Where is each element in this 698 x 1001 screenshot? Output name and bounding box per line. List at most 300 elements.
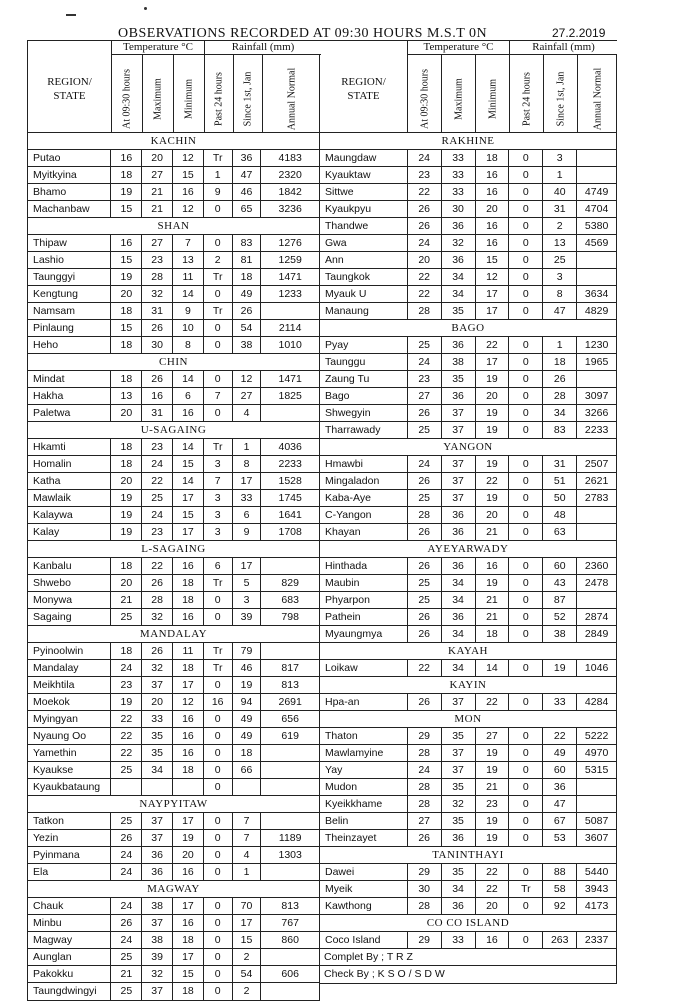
data-cell: 9 [204, 184, 233, 200]
data-cell: 19 [111, 507, 142, 523]
station-name: Minbu [28, 915, 111, 931]
data-cell: 7 [233, 830, 262, 846]
data-cell: 22 [408, 660, 442, 676]
section-header: RAKHINE [320, 133, 616, 150]
table-row [320, 864, 616, 881]
table-row [28, 966, 319, 983]
data-cell: 60 [543, 558, 577, 574]
data-cell: 30 [408, 881, 442, 897]
data-cell: 36 [442, 337, 476, 353]
data-cell: 20 [476, 507, 510, 523]
data-cell: 26 [408, 405, 442, 421]
table-row [28, 592, 319, 609]
data-cell: 14 [173, 286, 204, 302]
data-cell: 22 [111, 711, 142, 727]
data-cell [261, 983, 319, 1000]
data-cell: 18 [173, 762, 204, 778]
data-cell: 3 [204, 490, 233, 506]
data-cell: 6 [204, 558, 233, 574]
data-cell: 38 [142, 932, 173, 948]
data-cell: 1276 [278, 237, 302, 249]
data-cell: 15 [173, 966, 204, 982]
data-cell: 17 [173, 677, 204, 693]
data-cell: 0 [509, 592, 543, 608]
data-cell: 2233 [584, 424, 609, 436]
section-header: AYEYARWADY [320, 541, 616, 558]
data-cell: 19 [476, 456, 510, 472]
data-cell: 18 [111, 439, 142, 455]
footer-note: Complet By ; T R Z [320, 949, 616, 966]
table-row [28, 524, 319, 541]
data-cell: 0 [204, 337, 233, 353]
data-cell: 7 [204, 388, 233, 404]
data-cell: 2 [543, 218, 577, 234]
data-cell: 16 [173, 609, 204, 625]
station-name: Thaton [320, 728, 408, 744]
section-header: SHAN [28, 218, 319, 235]
data-cell: 33 [442, 167, 476, 183]
data-cell: 29 [408, 932, 442, 948]
data-cell [577, 269, 616, 285]
station-name: Monywa [28, 592, 111, 608]
data-cell: 21 [476, 524, 510, 540]
data-cell: 0 [204, 201, 233, 217]
data-cell: 8 [543, 286, 577, 302]
data-cell: 29 [408, 728, 442, 744]
table-row [320, 167, 616, 184]
station-name: Hmawbi [320, 456, 408, 472]
data-cell: 31 [543, 456, 577, 472]
data-cell: 4036 [278, 441, 302, 453]
data-cell: 16 [142, 388, 173, 404]
data-cell: 22 [408, 286, 442, 302]
data-cell: 0 [509, 218, 543, 234]
data-cell: 8 [233, 456, 262, 472]
table-row [28, 932, 319, 949]
data-cell: 15 [476, 252, 510, 268]
table-row [320, 762, 616, 779]
station-name: Hinthada [320, 558, 408, 574]
data-cell: 92 [543, 898, 577, 914]
data-cell: 4829 [584, 305, 609, 317]
data-cell: 21 [476, 609, 510, 625]
table-row [28, 694, 319, 711]
data-cell: 24 [111, 847, 142, 863]
data-cell: 28 [408, 507, 442, 523]
table-row [320, 473, 616, 490]
data-cell: 23 [408, 167, 442, 183]
station-name: Namsam [28, 303, 111, 319]
data-cell: 17 [173, 949, 204, 965]
data-cell: 4173 [584, 900, 609, 912]
data-cell: Tr [204, 150, 233, 166]
data-cell: 26 [408, 524, 442, 540]
right-table-body [320, 133, 616, 983]
table-row [320, 881, 616, 898]
data-cell: 20 [173, 847, 204, 863]
table-row [320, 405, 616, 422]
data-cell: 32 [442, 235, 476, 251]
data-cell: 7 [204, 473, 233, 489]
data-cell: 36 [543, 779, 577, 795]
data-cell: 16 [173, 745, 204, 761]
data-cell: 15 [173, 456, 204, 472]
data-cell: 0 [509, 932, 543, 948]
table-row [28, 286, 319, 303]
data-cell: 0 [204, 847, 233, 863]
data-cell: 18 [111, 303, 142, 319]
data-cell: 20 [476, 898, 510, 914]
data-cell: 16 [204, 694, 233, 710]
data-cell [577, 167, 616, 183]
data-cell: 18 [543, 354, 577, 370]
data-cell: 36 [442, 252, 476, 268]
table-row [320, 150, 616, 167]
data-cell: 67 [543, 813, 577, 829]
data-cell: 0 [509, 575, 543, 591]
data-cell: 26 [142, 575, 173, 591]
data-cell: Tr [204, 660, 233, 676]
data-cell: 12 [173, 201, 204, 217]
station-name: Putao [28, 150, 111, 166]
data-cell: 817 [281, 662, 299, 674]
table-row [320, 524, 616, 541]
data-cell: 26 [111, 915, 142, 931]
rainfall-group-header: Rainfall (mm) [510, 41, 617, 55]
data-cell: 22 [142, 473, 173, 489]
data-cell: 38 [543, 626, 577, 642]
data-cell: 34 [543, 405, 577, 421]
table-row [28, 949, 319, 966]
data-cell: 0 [204, 966, 233, 982]
data-cell: 0 [509, 354, 543, 370]
at0930-label: At 09:30 hours [419, 69, 430, 129]
data-cell: 28 [408, 303, 442, 319]
data-cell: 3236 [278, 203, 302, 215]
data-cell: 3266 [584, 407, 609, 419]
data-cell: 16 [476, 184, 510, 200]
data-cell: 53 [543, 830, 577, 846]
data-cell: 47 [543, 303, 577, 319]
data-cell: 22 [476, 864, 510, 880]
data-cell: 36 [442, 507, 476, 523]
data-cell: 83 [233, 235, 262, 251]
station-name: Pinlaung [28, 320, 111, 336]
table-row [28, 898, 319, 915]
data-cell: 35 [442, 728, 476, 744]
data-cell: 12 [233, 371, 262, 387]
table-row [28, 745, 319, 762]
station-name: Maungdaw [320, 150, 408, 166]
station-name: Kyaukbataung [28, 779, 111, 795]
data-cell: 26 [142, 643, 173, 659]
data-cell: 20 [142, 150, 173, 166]
data-cell: 16 [173, 711, 204, 727]
table-row [28, 439, 319, 456]
data-cell: 29 [408, 864, 442, 880]
data-cell: 18 [476, 150, 510, 166]
table-row [320, 745, 616, 762]
data-cell: 829 [281, 577, 299, 589]
table-row [320, 660, 616, 677]
station-name: Moekok [28, 694, 111, 710]
data-cell: 860 [281, 934, 299, 946]
data-cell: 1745 [278, 492, 302, 504]
data-cell [111, 779, 142, 795]
data-cell: 26 [408, 609, 442, 625]
station-name: Myingyan [28, 711, 111, 727]
data-cell: 1189 [278, 832, 302, 844]
table-row [28, 269, 319, 286]
data-cell: 0 [204, 371, 233, 387]
data-cell: 619 [281, 730, 299, 742]
data-cell: 38 [233, 337, 262, 353]
data-cell: 47 [233, 167, 262, 183]
data-cell: 14 [476, 660, 510, 676]
data-cell: 0 [204, 286, 233, 302]
station-name: Heho [28, 337, 111, 353]
station-name: Meikhtila [28, 677, 111, 693]
data-cell: 23 [111, 677, 142, 693]
data-cell: 16 [476, 218, 510, 234]
station-name: Mindat [28, 371, 111, 387]
data-cell: 39 [142, 949, 173, 965]
station-name: Homalin [28, 456, 111, 472]
section-header: KACHIN [28, 133, 319, 150]
data-cell: 5 [233, 575, 262, 591]
data-cell: 26 [543, 371, 577, 387]
data-cell: 2621 [584, 475, 609, 487]
data-cell: 24 [142, 456, 173, 472]
data-cell: 20 [111, 473, 142, 489]
data-cell: 0 [509, 745, 543, 761]
data-cell: 14 [173, 439, 204, 455]
data-cell: 16 [476, 167, 510, 183]
data-cell: 22 [476, 473, 510, 489]
left-table-header [28, 41, 319, 133]
station-name: Myaungmya [320, 626, 408, 642]
data-cell [261, 558, 319, 574]
data-cell: Tr [509, 881, 543, 897]
data-cell: 2849 [584, 628, 609, 640]
data-cell: 2478 [584, 577, 609, 589]
data-cell: 30 [142, 337, 173, 353]
data-cell: 14 [173, 473, 204, 489]
data-cell: 35 [442, 813, 476, 829]
data-cell: 50 [543, 490, 577, 506]
data-cell: 81 [233, 252, 262, 268]
data-cell: 3 [204, 524, 233, 540]
station-name: Pathein [320, 609, 408, 625]
data-cell: 19 [476, 422, 510, 438]
data-cell: 0 [509, 337, 543, 353]
station-name: Khayan [320, 524, 408, 540]
station-name: Myauk U [320, 286, 408, 302]
table-row [28, 830, 319, 847]
data-cell: 18 [173, 983, 204, 1000]
data-cell [577, 507, 616, 523]
data-cell: 2320 [278, 169, 302, 181]
table-row [28, 864, 319, 881]
data-cell: 32 [142, 660, 173, 676]
table-row [28, 507, 319, 524]
data-cell: 19 [476, 371, 510, 387]
data-cell: 18 [111, 337, 142, 353]
station-name: Bhamo [28, 184, 111, 200]
table-row [320, 235, 616, 252]
station-name: Sagaing [28, 609, 111, 625]
data-cell: 18 [173, 932, 204, 948]
station-name: Coco Island [320, 932, 408, 948]
data-cell: 24 [408, 456, 442, 472]
data-cell: 37 [442, 490, 476, 506]
data-cell: Tr [204, 643, 233, 659]
data-cell: 18 [173, 575, 204, 591]
data-cell: 37 [142, 915, 173, 931]
data-cell: 0 [509, 558, 543, 574]
data-cell: 5087 [584, 815, 609, 827]
data-cell: 4183 [278, 152, 302, 164]
data-cell [577, 796, 616, 812]
table-row [28, 337, 319, 354]
table-row [28, 847, 319, 864]
data-cell: Tr [204, 303, 233, 319]
data-cell: 0 [509, 830, 543, 846]
section-header: NAYPYITAW [28, 796, 319, 813]
data-cell: 6 [173, 388, 204, 404]
data-cell: 28 [142, 269, 173, 285]
table-row [320, 184, 616, 201]
data-cell: 2114 [278, 322, 302, 334]
data-cell: 23 [142, 439, 173, 455]
data-cell: 19 [543, 660, 577, 676]
station-name: Hpa-an [320, 694, 408, 710]
data-cell [261, 745, 319, 761]
data-cell: 52 [543, 609, 577, 625]
data-cell: 0 [204, 830, 233, 846]
data-cell: 9 [233, 524, 262, 540]
data-cell: 0 [509, 371, 543, 387]
data-cell: 37 [442, 456, 476, 472]
data-cell: 0 [509, 694, 543, 710]
data-cell: 32 [142, 966, 173, 982]
data-cell: 656 [281, 713, 299, 725]
data-cell: 0 [204, 711, 233, 727]
table-row [28, 303, 319, 320]
data-cell: 18 [111, 456, 142, 472]
data-cell: 34 [142, 762, 173, 778]
maximum-label: Maximum [152, 78, 164, 120]
data-cell: 25 [408, 575, 442, 591]
data-cell: 15 [173, 507, 204, 523]
data-cell: 20 [476, 201, 510, 217]
data-cell: 60 [543, 762, 577, 778]
data-cell: 0 [509, 252, 543, 268]
data-cell: 18 [233, 745, 262, 761]
table-row [28, 813, 319, 830]
data-cell: 3 [233, 592, 262, 608]
data-cell: 0 [509, 609, 543, 625]
table-row [320, 303, 616, 320]
data-cell [577, 592, 616, 608]
data-cell: 1046 [584, 662, 609, 674]
data-cell: 0 [509, 269, 543, 285]
data-cell: 16 [173, 405, 204, 421]
region-header-label: REGION/ STATE [341, 75, 386, 102]
data-cell: 36 [233, 150, 262, 166]
data-cell: 4284 [584, 696, 609, 708]
data-cell: 17 [233, 473, 262, 489]
data-cell: 2 [233, 949, 262, 965]
data-cell: 24 [111, 898, 142, 914]
section-header: YANGON [320, 439, 616, 456]
data-cell: 28 [543, 388, 577, 404]
data-cell: 17 [173, 524, 204, 540]
station-name: Taunggyi [28, 269, 111, 285]
data-cell: 35 [442, 371, 476, 387]
data-cell: 36 [442, 218, 476, 234]
data-cell: 3 [204, 456, 233, 472]
data-cell: 19 [111, 524, 142, 540]
data-cell: 1233 [278, 288, 302, 300]
data-cell: 16 [173, 184, 204, 200]
data-cell: 0 [509, 456, 543, 472]
table-row [28, 660, 319, 677]
data-cell: 18 [111, 167, 142, 183]
data-cell: 0 [204, 915, 233, 931]
data-cell: 0 [509, 660, 543, 676]
station-name: Phyarpon [320, 592, 408, 608]
station-name: Mawlaik [28, 490, 111, 506]
station-name: Myitkyina [28, 167, 111, 183]
data-cell: 3943 [584, 883, 609, 895]
station-name: Kyaukse [28, 762, 111, 778]
table-row [28, 371, 319, 388]
data-cell [261, 813, 319, 829]
station-name: Nyaung Oo [28, 728, 111, 744]
data-cell: 22 [111, 745, 142, 761]
data-cell [577, 371, 616, 387]
table-row [28, 983, 319, 1000]
table-row [28, 915, 319, 932]
minimum-label: Minimum [183, 78, 195, 120]
station-name: Mandalay [28, 660, 111, 676]
data-cell: 20 [476, 388, 510, 404]
data-cell: Tr [204, 439, 233, 455]
data-cell: 35 [442, 303, 476, 319]
data-cell: 26 [408, 694, 442, 710]
data-cell: 31 [142, 405, 173, 421]
data-cell: 0 [204, 320, 233, 336]
data-cell: Tr [204, 269, 233, 285]
table-row [320, 354, 616, 371]
data-cell: 26 [111, 830, 142, 846]
data-cell: 1 [233, 439, 262, 455]
table-row [320, 728, 616, 745]
station-name: Katha [28, 473, 111, 489]
document-title: OBSERVATIONS RECORDED AT 09:30 HOURS M.S.T 0N [118, 26, 488, 41]
station-name: Sittwe [320, 184, 408, 200]
data-cell: 683 [281, 594, 299, 606]
data-cell: 24 [408, 354, 442, 370]
station-name: Kengtung [28, 286, 111, 302]
scan-mark [66, 14, 76, 16]
data-cell: 33 [233, 490, 262, 506]
data-cell: 0 [204, 779, 233, 795]
data-cell: 70 [233, 898, 262, 914]
data-cell: 28 [408, 779, 442, 795]
data-cell [577, 252, 616, 268]
